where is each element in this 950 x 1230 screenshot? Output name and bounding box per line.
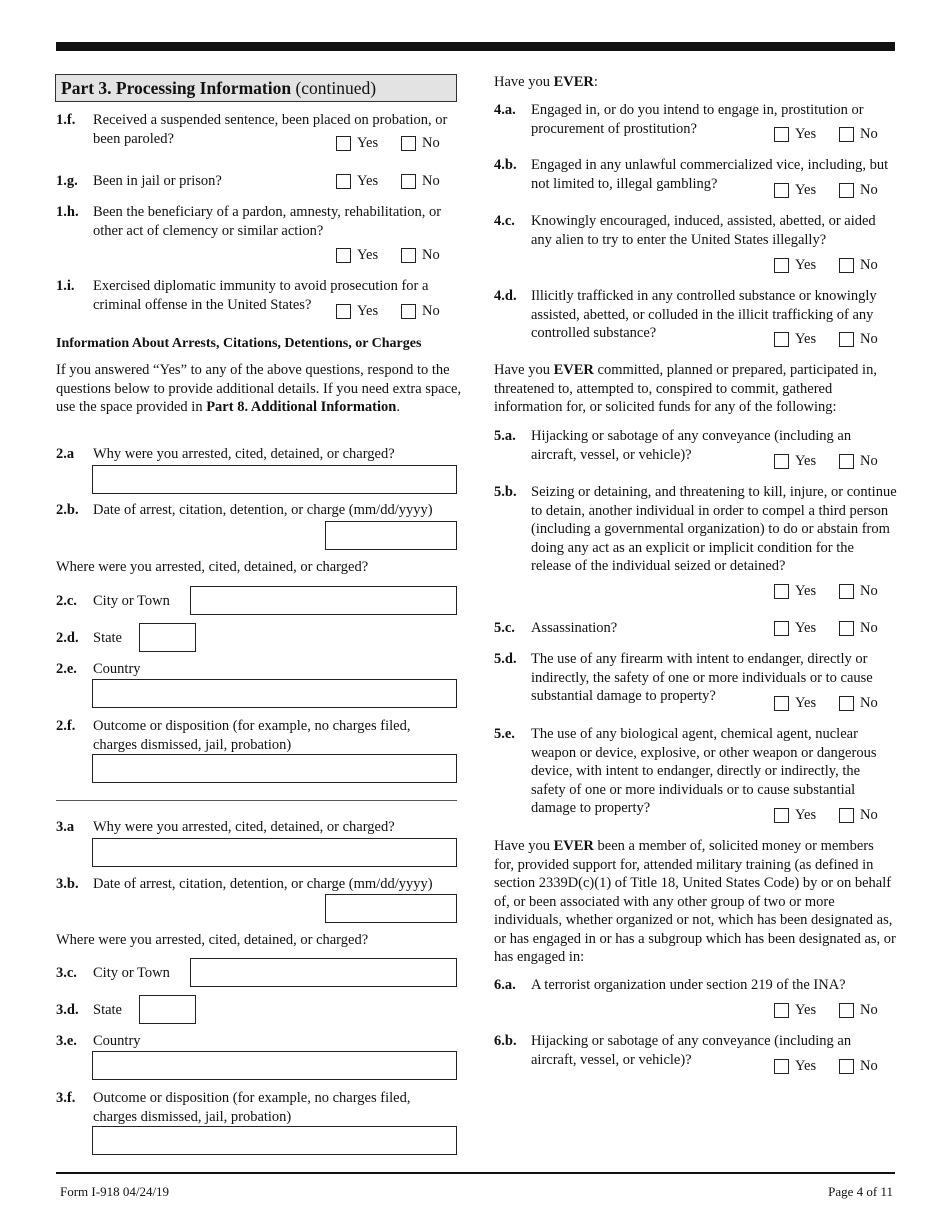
q1h-text: Been the beneficiary of a pardon, amnesty, rehabilitation, or other act of clemency or similar action?: [93, 204, 442, 239]
q3c-text: City or Town: [93, 965, 170, 981]
q1f-no-label: No: [422, 135, 440, 151]
q3d-text: State: [93, 1002, 122, 1018]
q6b-text: Hijacking or sabotage of any conveyance (including an aircraft, vessel, or vehicle)?: [531, 1033, 852, 1068]
q3e-number: 3.e.: [56, 1033, 77, 1049]
q5c-yes-checkbox[interactable]: [774, 621, 789, 636]
q1i-text: Exercised diplomatic immunity to avoid prosecution for a criminal offense in the United States?: [93, 278, 429, 313]
q1g-yes-checkbox[interactable]: [336, 174, 351, 189]
q6a-no-checkbox[interactable]: [839, 1003, 854, 1018]
have-you-ever-heading: Have you EVER:: [494, 74, 598, 90]
q1f-yes-checkbox[interactable]: [336, 136, 351, 151]
q4b-yes-label: Yes: [795, 182, 817, 198]
q5d-no-checkbox[interactable]: [839, 696, 854, 711]
q4d-no-label: No: [860, 331, 878, 347]
q5a-number: 5.a.: [494, 428, 516, 444]
q2c-text: City or Town: [93, 593, 170, 609]
q5b-yes-checkbox[interactable]: [774, 584, 789, 599]
q4c-yes-label: Yes: [795, 257, 817, 273]
q1g-no-checkbox[interactable]: [401, 174, 416, 189]
q1h-no-label: No: [422, 247, 440, 263]
q3e-text: Country: [93, 1033, 141, 1049]
q3d-state-input[interactable]: [139, 995, 196, 1024]
footer-page-number: Page 4 of 11: [828, 1184, 893, 1199]
q4a-yes-checkbox[interactable]: [774, 127, 789, 142]
q5b-text: Seizing or detaining, and threatening to kill, injure, or continue to detain, another individual in order to compel a third person (including a governmental organization) to do or abstain from doing any act as an explicit or implicit condition for the release of the individual seized or detained?: [531, 484, 897, 574]
q4c-no-label: No: [860, 257, 878, 273]
q5b-no-checkbox[interactable]: [839, 584, 854, 599]
q6a-number: 6.a.: [494, 977, 516, 993]
q5c-yes-label: Yes: [795, 620, 817, 636]
q4b-text: Engaged in any unlawful commercialized vice, including, but not limited to, illegal gambling?: [531, 157, 889, 192]
info-heading: Information About Arrests, Citations, Detentions, or Charges: [56, 336, 422, 351]
q5e-yes-label: Yes: [795, 807, 817, 823]
q1i-number: 1.i.: [56, 278, 75, 294]
q4d-number: 4.d.: [494, 288, 517, 304]
q2e-country-input[interactable]: [92, 679, 457, 708]
q1h-no-checkbox[interactable]: [401, 248, 416, 263]
q5e-number: 5.e.: [494, 726, 515, 742]
q1i-yes-checkbox[interactable]: [336, 304, 351, 319]
q1g-yes-label: Yes: [357, 173, 379, 189]
q2a-number: 2.a: [56, 446, 75, 462]
q3c-city-input[interactable]: [190, 958, 457, 987]
q6a-yes-checkbox[interactable]: [774, 1003, 789, 1018]
q1f-no-checkbox[interactable]: [401, 136, 416, 151]
q5c-no-checkbox[interactable]: [839, 621, 854, 636]
where-text-3: Where were you arrested, cited, detained, or charged?: [56, 932, 369, 948]
q3b-text: Date of arrest, citation, detention, or charge (mm/dd/yyyy): [93, 876, 433, 892]
info-paragraph: If you answered “Yes” to any of the above questions, respond to the questions below to provide additional details. If you need extra space, use the space provided in Part 8. Additional Information.: [56, 362, 462, 415]
q6a-no-label: No: [860, 1002, 878, 1018]
q5a-text: Hijacking or sabotage of any conveyance (including an aircraft, vessel, or vehicle)?: [531, 428, 852, 463]
q4c-number: 4.c.: [494, 213, 515, 229]
q3f-text: Outcome or disposition (for example, no charges filed, charges dismissed, jail, probation): [93, 1090, 411, 1125]
q1f-text: Received a suspended sentence, been placed on probation, or been paroled?: [93, 112, 448, 147]
q4b-no-label: No: [860, 182, 878, 198]
section6-intro: Have you EVER been a member of, solicited money or members for, provided support for, attended military training (as defined in section 2339D(c)(1) of Title 18, United States Code) by or on behalf of, or been associated with any other group of two or more individuals, whether organized or not, which has been designated as, or has engaged in or has a subgroup which has been designated as, or has engaged in:: [494, 838, 896, 965]
q6b-no-label: No: [860, 1058, 878, 1074]
q1g-no-label: No: [422, 173, 440, 189]
q2d-number: 2.d.: [56, 630, 79, 646]
q1i-no-label: No: [422, 303, 440, 319]
q4b-yes-checkbox[interactable]: [774, 183, 789, 198]
q5c-text: Assassination?: [531, 620, 618, 636]
q4a-no-label: No: [860, 126, 878, 142]
q2c-city-input[interactable]: [190, 586, 457, 615]
q1f-yes-label: Yes: [357, 135, 379, 151]
q2e-number: 2.e.: [56, 661, 77, 677]
part-title-suffix: (continued): [291, 78, 377, 98]
q1g-text: Been in jail or prison?: [93, 173, 222, 189]
q4d-no-checkbox[interactable]: [839, 332, 854, 347]
q6a-yes-label: Yes: [795, 1002, 817, 1018]
q4b-number: 4.b.: [494, 157, 517, 173]
q1h-yes-label: Yes: [357, 247, 379, 263]
part-title: Part 3. Processing Information: [61, 78, 292, 98]
q5e-yes-checkbox[interactable]: [774, 808, 789, 823]
q5b-yes-label: Yes: [795, 583, 817, 599]
q3b-number: 3.b.: [56, 876, 79, 892]
section-divider: [56, 800, 457, 801]
q2e-text: Country: [93, 661, 141, 677]
header-rule: [56, 42, 895, 51]
q4a-no-checkbox[interactable]: [839, 127, 854, 142]
q3f-number: 3.f.: [56, 1090, 76, 1106]
q5a-yes-label: Yes: [795, 453, 817, 469]
q5a-yes-checkbox[interactable]: [774, 454, 789, 469]
q2b-date-input[interactable]: [325, 521, 457, 550]
q2f-number: 2.f.: [56, 718, 76, 734]
q4c-text: Knowingly encouraged, induced, assisted, abetted, or aided any alien to try to enter the United States illegally?: [531, 213, 876, 248]
q5c-no-label: No: [860, 620, 878, 636]
part-heading: [55, 74, 457, 102]
q5d-yes-checkbox[interactable]: [774, 696, 789, 711]
q6a-text: A terrorist organization under section 219 of the INA?: [531, 977, 846, 993]
q2d-state-input[interactable]: [139, 623, 196, 652]
q5a-no-checkbox[interactable]: [839, 454, 854, 469]
q6b-number: 6.b.: [494, 1033, 517, 1049]
q2f-outcome-input[interactable]: [92, 754, 457, 783]
q2b-number: 2.b.: [56, 502, 79, 518]
q4a-yes-label: Yes: [795, 126, 817, 142]
q5d-no-label: No: [860, 695, 878, 711]
q1f-number: 1.f.: [56, 112, 76, 128]
q1g-number: 1.g.: [56, 173, 78, 189]
q4d-text: Illicitly trafficked in any controlled substance or knowingly assisted, abetted, or colluded in the illicit trafficking of any controlled substance?: [531, 288, 877, 341]
q4a-text: Engaged in, or do you intend to engage in, prostitution or procurement of prostitution?: [531, 102, 864, 137]
q5c-number: 5.c.: [494, 620, 515, 636]
q4d-yes-label: Yes: [795, 331, 817, 347]
q2b-text: Date of arrest, citation, detention, or charge (mm/dd/yyyy): [93, 502, 433, 518]
q3c-number: 3.c.: [56, 965, 77, 981]
q1i-no-checkbox[interactable]: [401, 304, 416, 319]
q4c-yes-checkbox[interactable]: [774, 258, 789, 273]
q5e-no-checkbox[interactable]: [839, 808, 854, 823]
section5-intro: Have you EVER committed, planned or prepared, participated in, threatened to, attempted to, conspired to commit, gathered information for, or solicited funds for any of the following:: [494, 362, 877, 415]
where-text-2: Where were you arrested, cited, detained, or charged?: [56, 559, 369, 575]
q3f-outcome-input[interactable]: [92, 1126, 457, 1155]
q1h-number: 1.h.: [56, 204, 79, 220]
q3a-text: Why were you arrested, cited, detained, or charged?: [93, 819, 395, 835]
q3a-number: 3.a: [56, 819, 75, 835]
q5b-no-label: No: [860, 583, 878, 599]
q4a-number: 4.a.: [494, 102, 516, 118]
footer-rule: [56, 1172, 895, 1174]
q6b-yes-checkbox[interactable]: [774, 1059, 789, 1074]
q1i-yes-label: Yes: [357, 303, 379, 319]
footer-form-id: Form I-918 04/24/19: [60, 1184, 170, 1199]
q2d-text: State: [93, 630, 122, 646]
q5d-yes-label: Yes: [795, 695, 817, 711]
q4c-no-checkbox[interactable]: [839, 258, 854, 273]
q2a-text: Why were you arrested, cited, detained, or charged?: [93, 446, 395, 462]
q4b-no-checkbox[interactable]: [839, 183, 854, 198]
q6b-yes-label: Yes: [795, 1058, 817, 1074]
q3b-date-input[interactable]: [325, 894, 457, 923]
q3e-country-input[interactable]: [92, 1051, 457, 1080]
q4d-yes-checkbox[interactable]: [774, 332, 789, 347]
q5d-number: 5.d.: [494, 651, 517, 667]
q3d-number: 3.d.: [56, 1002, 79, 1018]
q2c-number: 2.c.: [56, 593, 77, 609]
q2f-text: Outcome or disposition (for example, no charges filed, charges dismissed, jail, probation): [93, 718, 411, 753]
q5b-number: 5.b.: [494, 484, 517, 500]
q5e-no-label: No: [860, 807, 878, 823]
q3a-input[interactable]: [92, 838, 457, 867]
q5a-no-label: No: [860, 453, 878, 469]
q6b-no-checkbox[interactable]: [839, 1059, 854, 1074]
q5e-text: The use of any biological agent, chemical agent, nuclear weapon or device, explosive, or other weapon or dangerous device, with intent to endanger, directly or indirectly, the safety of one or more individuals or to cause substantial damage to property?: [531, 726, 877, 816]
q1h-yes-checkbox[interactable]: [336, 248, 351, 263]
q2a-input[interactable]: [92, 465, 457, 494]
q5d-text: The use of any firearm with intent to endanger, directly or indirectly, the safety of one or more individuals or to cause substantial damage to property?: [531, 651, 873, 704]
